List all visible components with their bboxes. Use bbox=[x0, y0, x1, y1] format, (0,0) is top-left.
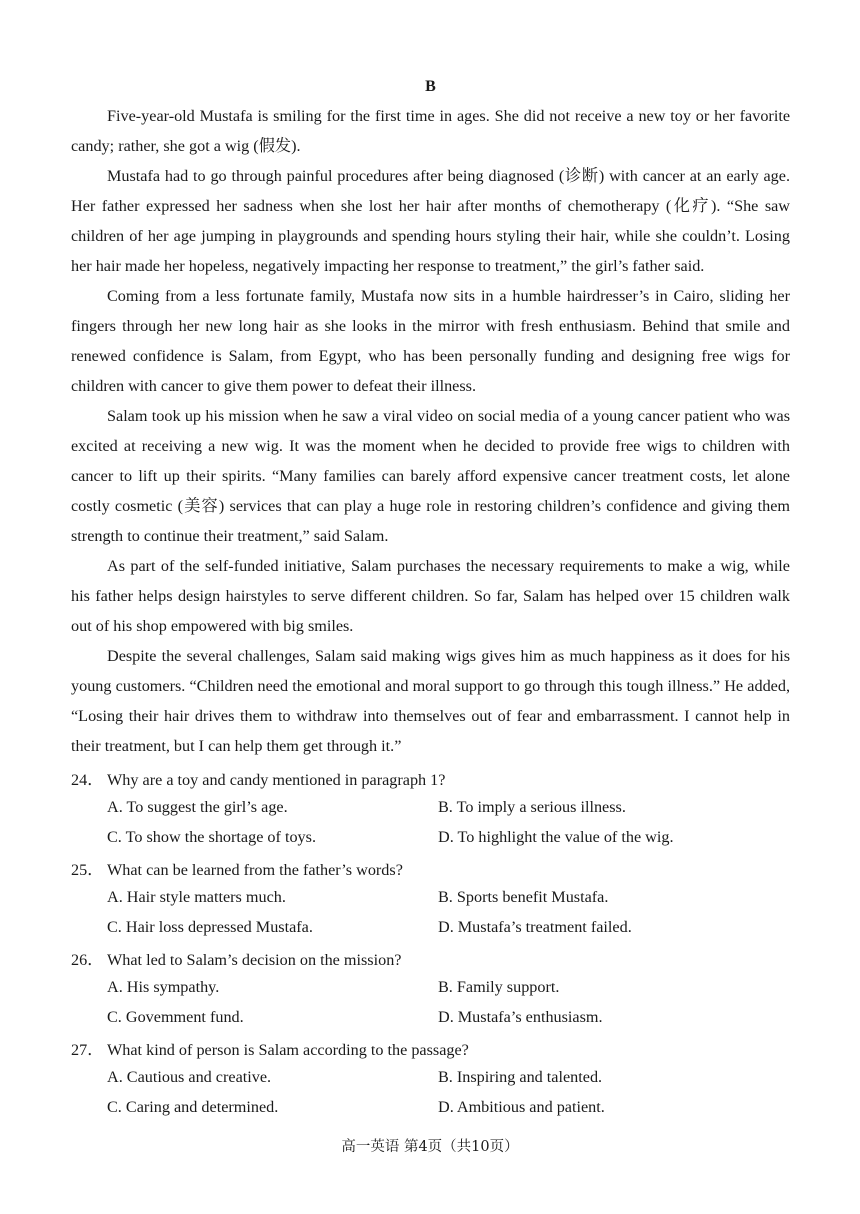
question-26 bbox=[71, 945, 790, 1035]
option-a: A. To suggest the girl’s age. bbox=[107, 798, 288, 816]
question-number: 26． bbox=[71, 951, 104, 969]
option-c: C. To show the shortage of toys. bbox=[107, 828, 316, 846]
question-list bbox=[71, 765, 790, 1125]
page-footer: 高一英语 第4页（共10页） bbox=[341, 1139, 519, 1155]
option-c: C. Govemment fund. bbox=[107, 1008, 244, 1026]
question-text: What led to Salam’s decision on the mission? bbox=[107, 951, 402, 969]
option-b: B. To imply a serious illness. bbox=[438, 798, 626, 816]
question-text: What kind of person is Salam according to the passage? bbox=[107, 1041, 469, 1059]
question-text: Why are a toy and candy mentioned in paragraph 1? bbox=[107, 771, 446, 789]
option-c: C. Hair loss depressed Mustafa. bbox=[107, 918, 313, 936]
option-b: B. Inspiring and talented. bbox=[438, 1068, 603, 1086]
passage-paragraph: Mustafa had to go through painful procedures after being diagnosed (诊断) with cancer at an early age. Her father expressed her sadness when she lost her hair after months of chemotherapy (化疗). “She saw children of her age jumping in playgrounds and spending hours styling their hair, while she couldn’t. Losing her hair made her hopeless, negatively impacting her response to treatment,” the girl’s father said. bbox=[71, 167, 790, 275]
question-stem bbox=[71, 765, 445, 795]
passage-paragraph: Salam took up his mission when he saw a viral video on social media of a young cancer patient who was excited at receiving a new wig. It was the moment when he decided to provide free wigs to children with cancer to lift up their spirits. “Many families can barely afford expensive cancer treatment costs, let alone costly cosmetic (美容) services that can play a huge role in restoring children’s confidence and giving them strength to continue their treatment,” said Salam. bbox=[71, 407, 790, 545]
passage-paragraph: Coming from a less fortunate family, Mustafa now sits in a humble hairdresser’s in Cairo, sliding her fingers through her new long hair as she looks in the mirror with fresh enthusiasm. Behind that smile and renewed confidence is Salam, from Egypt, who has been personally funding and designing free wigs for children with cancer to give them power to defeat their illness. bbox=[71, 287, 790, 395]
option-b: B. Sports benefit Mustafa. bbox=[438, 888, 609, 906]
question-stem bbox=[71, 945, 401, 975]
question-24 bbox=[71, 765, 790, 855]
option-b: B. Family support. bbox=[438, 978, 560, 996]
section-title: B bbox=[425, 78, 436, 95]
option-a: A. His sympathy. bbox=[107, 978, 220, 996]
question-text: What can be learned from the father’s words? bbox=[107, 861, 403, 879]
option-d: D. To highlight the value of the wig. bbox=[438, 828, 674, 846]
option-d: D. Ambitious and patient. bbox=[438, 1098, 605, 1116]
question-number: 25． bbox=[71, 861, 104, 879]
passage-paragraph: Despite the several challenges, Salam said making wigs gives him as much happiness as it does for his young customers. “Children need the emotional and moral support to go through this tough illness.” He added, “Losing their hair drives them to withdraw into themselves out of fear and embarrassment. I cannot help in their treatment, but I can help them get through it.” bbox=[71, 647, 790, 755]
reading-passage bbox=[71, 101, 790, 761]
option-c: C. Caring and determined. bbox=[107, 1098, 279, 1116]
question-stem bbox=[71, 1035, 469, 1065]
option-d: D. Mustafa’s treatment failed. bbox=[438, 918, 632, 936]
question-number: 24． bbox=[71, 771, 104, 789]
option-a: A. Cautious and creative. bbox=[107, 1068, 272, 1086]
question-number: 27． bbox=[71, 1041, 104, 1059]
question-27 bbox=[71, 1035, 790, 1125]
option-d: D. Mustafa’s enthusiasm. bbox=[438, 1008, 603, 1026]
question-25 bbox=[71, 855, 790, 945]
passage-paragraph: As part of the self-funded initiative, Salam purchases the necessary requirements to make a wig, while his father helps design hairstyles to serve different children. So far, Salam has helped over 15 children walk out of his shop empowered with big smiles. bbox=[71, 557, 790, 635]
question-stem bbox=[71, 855, 403, 885]
option-a: A. Hair style matters much. bbox=[107, 888, 286, 906]
passage-paragraph: Five-year-old Mustafa is smiling for the first time in ages. She did not receive a new toy or her favorite candy; rather, she got a wig (假发). bbox=[71, 107, 790, 155]
